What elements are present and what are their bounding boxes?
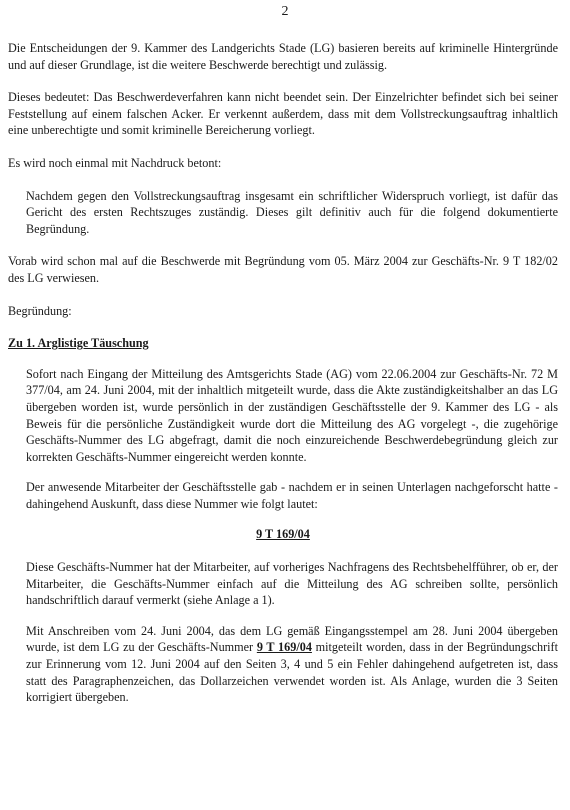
section-heading [8,335,558,352]
paragraph-10-before: Mit Anschreiben vom 24. Juni 2004, das dem LG gemäß Eingangsstempel am 28. Juni 2004 übergeben wurde, ist dem LG zu der Geschäfts-Nummer [26,623,558,655]
paragraph-4-indented: Nachdem gegen den Vollstreckungsauftrag insgesamt ein schriftlicher Widerspruch vorliegt, ist dafür das Gericht des ersten Rechtszuges zuständig. Dieses gilt definitiv auch für die folgend dokumentierte Begründung. [26,188,558,236]
paragraph-10 [26,623,558,706]
paragraph-10-after: mitgeteilt worden, dass in der Begründungschrift zur Erinnerung vom 12. Juni 2004 auf den Seiten 3, 4 und 5 ein Fehler dahingehend aufgetreten ist, dass statt des Paragraphenzeichen, das Dollarzeichen verwendet worden ist. Als Anlage, wurden die 3 Seiten korrigiert übergeben. [26,640,558,705]
page-number: 2 [281,4,289,19]
paragraph-7: Sofort nach Eingang der Mitteilung des Amtsgerichts Stade (AG) vom 22.06.2004 zur Geschäfts-Nr. 72 M 377/04, am 24. Juni 2004, mit der inhaltlich mitgeteilt wurde, dass die Akte zuständigkeitshalber an das LG übergeben worden ist, wurde persönlich in der zuständigen Geschäftsstelle der 9. Kammer des LG - als Beweis für die persönliche Zuständigkeit wurde dort die Mitteilung des AG vorgelegt -, die zugehörige Geschäfts-Nummer des LG abgefragt, damit die noch einzureichende Beschwerdebegründung gleich zur korrekten Geschäfts-Nummer eingereicht werden konnte. [26,366,558,464]
paragraph-5: Vorab wird schon mal auf die Beschwerde mit Begründung vom 05. März 2004 zur Geschäfts-Nr. 9 T 182/02 des LG verwiesen. [8,254,558,285]
document-body [8,40,558,706]
paragraph-3: Es wird noch einmal mit Nachdruck betont: [8,155,222,170]
paragraph-8: Der anwesende Mitarbeiter der Geschäftsstelle gab - nachdem er in seinen Unterlagen nachgeforscht hatte - dahingehend Auskunft, dass diese Nummer wie folgt lautet: [26,480,558,511]
paragraph-6-begruendung: Begründung: [8,303,72,318]
paragraph-2: Dieses bedeutet: Das Beschwerdeverfahren kann nicht beendet sein. Der Einzelrichter befindet sich bei seiner Feststellung auf einem falschen Acker. Er verkennt außerdem, dass mit dem Vollstreckungsauftrag inhaltlich eine unberechtigte und somit kriminelle Bereicherung vorliegt. [8,90,558,138]
section-heading-text: Zu 1. Arglistige Täuschung [8,336,149,351]
paragraph-10-case-ref: 9 T 169/04 [256,640,312,655]
paragraph-1: Die Entscheidungen der 9. Kammer des Landgerichts Stade (LG) basieren bereits auf kriminelle Hintergründe und auf dieser Grundlage, ist die weitere Beschwerde berechtigt und zulässig. [8,41,558,72]
case-number: 9 T 169/04 [256,527,310,542]
paragraph-9: Diese Geschäfts-Nummer hat der Mitarbeiter, auf vorheriges Nachfragens des Rechtsbehelfführer, ob er, der Mitarbeiter, die Geschäfts-Nummer einfach auf die Mitteilung des AG schreiben sollte, persönlich handschriftlich darauf vermerkt (siehe Anlage a 1). [26,560,558,608]
